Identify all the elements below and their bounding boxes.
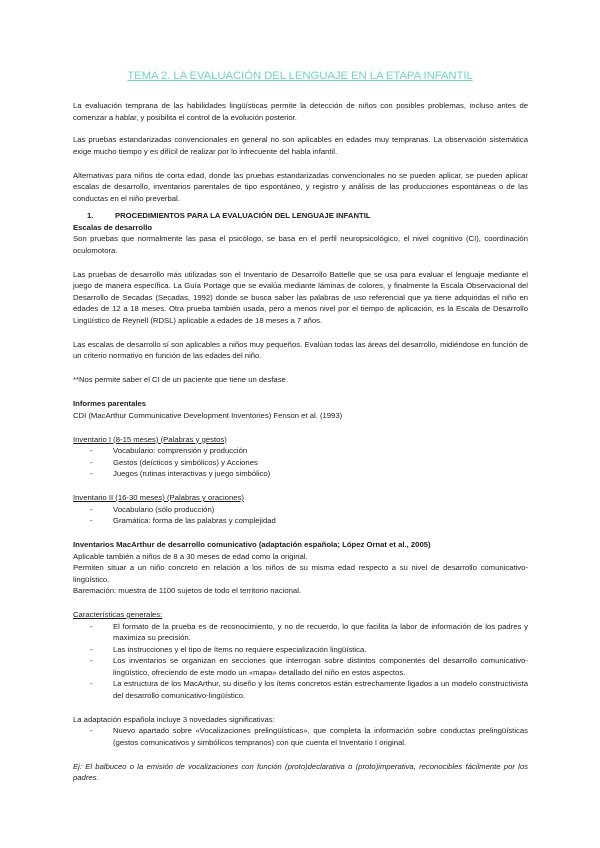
parental-citation: CDI (MacArthur Communicative Development Inventories) Fenson et al. (1993)	[73, 410, 343, 420]
example-paragraph: Ej: El balbuceo o la emisión de vocalizaciones con función (proto)declarativa o (proto)imperativa, reconocibles fácilmente por los padres.	[73, 761, 528, 782]
list-item: - Vocabulario: comprensión y producción	[73, 445, 528, 457]
scales-paragraph-3: Las escalas de desarrollo sí son aplicables a niños muy pequeños. Evalúan todas las áreas del desarrollo, midiéndose en función de un criterio normativo en función de las edades del niño.	[73, 339, 528, 360]
scales-paragraph-1: Son pruebas que normalmente las pasa el psicólogo, se basa en el perfil neuropsicológico, el nivel cognitivo (CI), coordinación oculomotora.	[73, 234, 528, 255]
document-body	[73, 100, 528, 784]
inventory-2-list	[73, 504, 528, 527]
list-item: - Gramática: forma de las palabras y complejidad	[73, 515, 528, 527]
inventory-2-title: Inventario II (16-30 meses) (Palabras y oraciones)	[73, 493, 244, 502]
novelties-intro: La adaptación española incluye 3 novedades significativas:	[73, 714, 275, 724]
list-item: - Los inventarios se organizan en secciones que interrogan sobre distintos componentes del desarrollo comunicativo-lingüístico, ofreciendo de este modo un «mapa» detallado del niño en estos aspectos.	[73, 655, 528, 678]
parental-heading: Informes parentales	[73, 399, 147, 408]
inventory-1-list	[73, 445, 528, 480]
section-title: PROCEDIMIENTOS PARA LA EVALUACIÓN DEL LENGUAJE INFANTIL	[115, 211, 371, 220]
scales-note: **Nos permite saber el CI de un paciente que tiene un desfase.	[73, 375, 288, 384]
document-title: TEMA 2. LA EVALUACIÓN DEL LENGUAJE EN LA ETAPA INFANTIL	[127, 70, 473, 82]
list-item: - Gestos (deícticos y simbólicos) y Acciones	[73, 457, 528, 469]
section-number: 1.	[87, 211, 94, 220]
intro-paragraph-2: Las pruebas estandarizadas convencionales en general no son aplicables en edades muy tempranas. La observación sistemática exige mucho tiempo y es difícil de realizar por lo infrecuente del habla infantil.	[73, 135, 528, 156]
macarthur-line-3: Baremación: muestra de 1100 sujetos de todo el territorio nacional.	[73, 586, 302, 595]
scales-heading: Escalas de desarrollo	[73, 222, 153, 232]
intro-paragraph-3: Alternativas para niños de corta edad, donde las pruebas estandarizadas convencionales no se pueden aplicar, se pueden aplicar escalas de desarrollo, inventarios parentales de tipo espontáneo, y registro y análisis de las producciones espontáneas o de las conductas en el niño preverbal.	[73, 170, 528, 203]
scales-paragraph-2: Las pruebas de desarrollo más utilizadas son el Inventario de Desarrollo Battelle que se usa para evaluar el lenguaje mediante el juego de manera específica. La Guía Portage que se evalúa mediante láminas de colores, y finalmente la Escala Observacional del Desarrollo de Secadas (Secadas, 1992) donde se busca saber las palabras de uso referencial que ya tiene adquiridas el niño en edades de 12 a 18 meses. Otra prueba también usada, pero a menos nivel por el tiempo de aplicación, es la Escala de Desarrollo Lingüístico de Reynell (RDSL) aplicable a edades de 18 meses a 7 años.	[73, 269, 528, 325]
list-item: - El formato de la prueba es de reconocimiento, y no de recuerdo, lo que facilita la labor de información de los padres y maximiza su precisión.	[73, 621, 528, 644]
features-title: Características generales:	[73, 610, 163, 619]
intro-paragraph-1: La evaluación temprana de las habilidades lingüísticas permite la detección de niños con posibles problemas, incluso antes de comenzar a hablar, y posibilita el control de la evolución posterior.	[73, 101, 528, 122]
list-item: - Las instrucciones y el tipo de ítems no requiere especialización lingüística.	[73, 644, 528, 656]
list-item: - Nuevo apartado sobre «Vocalizaciones prelingüísticas», que completa la información sobre conductas prelingüísticas (gestos comunicativos y simbólicos tempranos) con que cuenta el Inventario I original.	[73, 725, 528, 748]
features-list	[73, 621, 528, 702]
novelties-list	[73, 725, 528, 748]
inventory-1-title: Inventario I (8-15 meses) (Palabras y gestos)	[73, 434, 227, 444]
macarthur-line-2: Permiten situar a un niño concreto en relación a los niños de su misma edad respecto a su nivel de desarrollo comunicativo-lingüístico.	[73, 563, 528, 584]
macarthur-heading: Inventarios MacArthur de desarrollo comunicativo (adaptación española; López Ornat et al., 2005)	[73, 540, 431, 549]
section-heading	[87, 210, 528, 222]
list-item: - Vocabulario (sólo producción)	[73, 504, 528, 516]
macarthur-line-1: Aplicable también a niños de 8 a 30 meses de edad como la original.	[73, 551, 308, 561]
list-item: - Juegos (rutinas interactivas y juego simbólico)	[73, 468, 528, 480]
list-item: - La estructura de los MacArthur, su diseño y los ítems concretos están estrechamente ligados a un modelo constructivista del desarrollo comunicativo-lingüístico.	[73, 678, 528, 701]
